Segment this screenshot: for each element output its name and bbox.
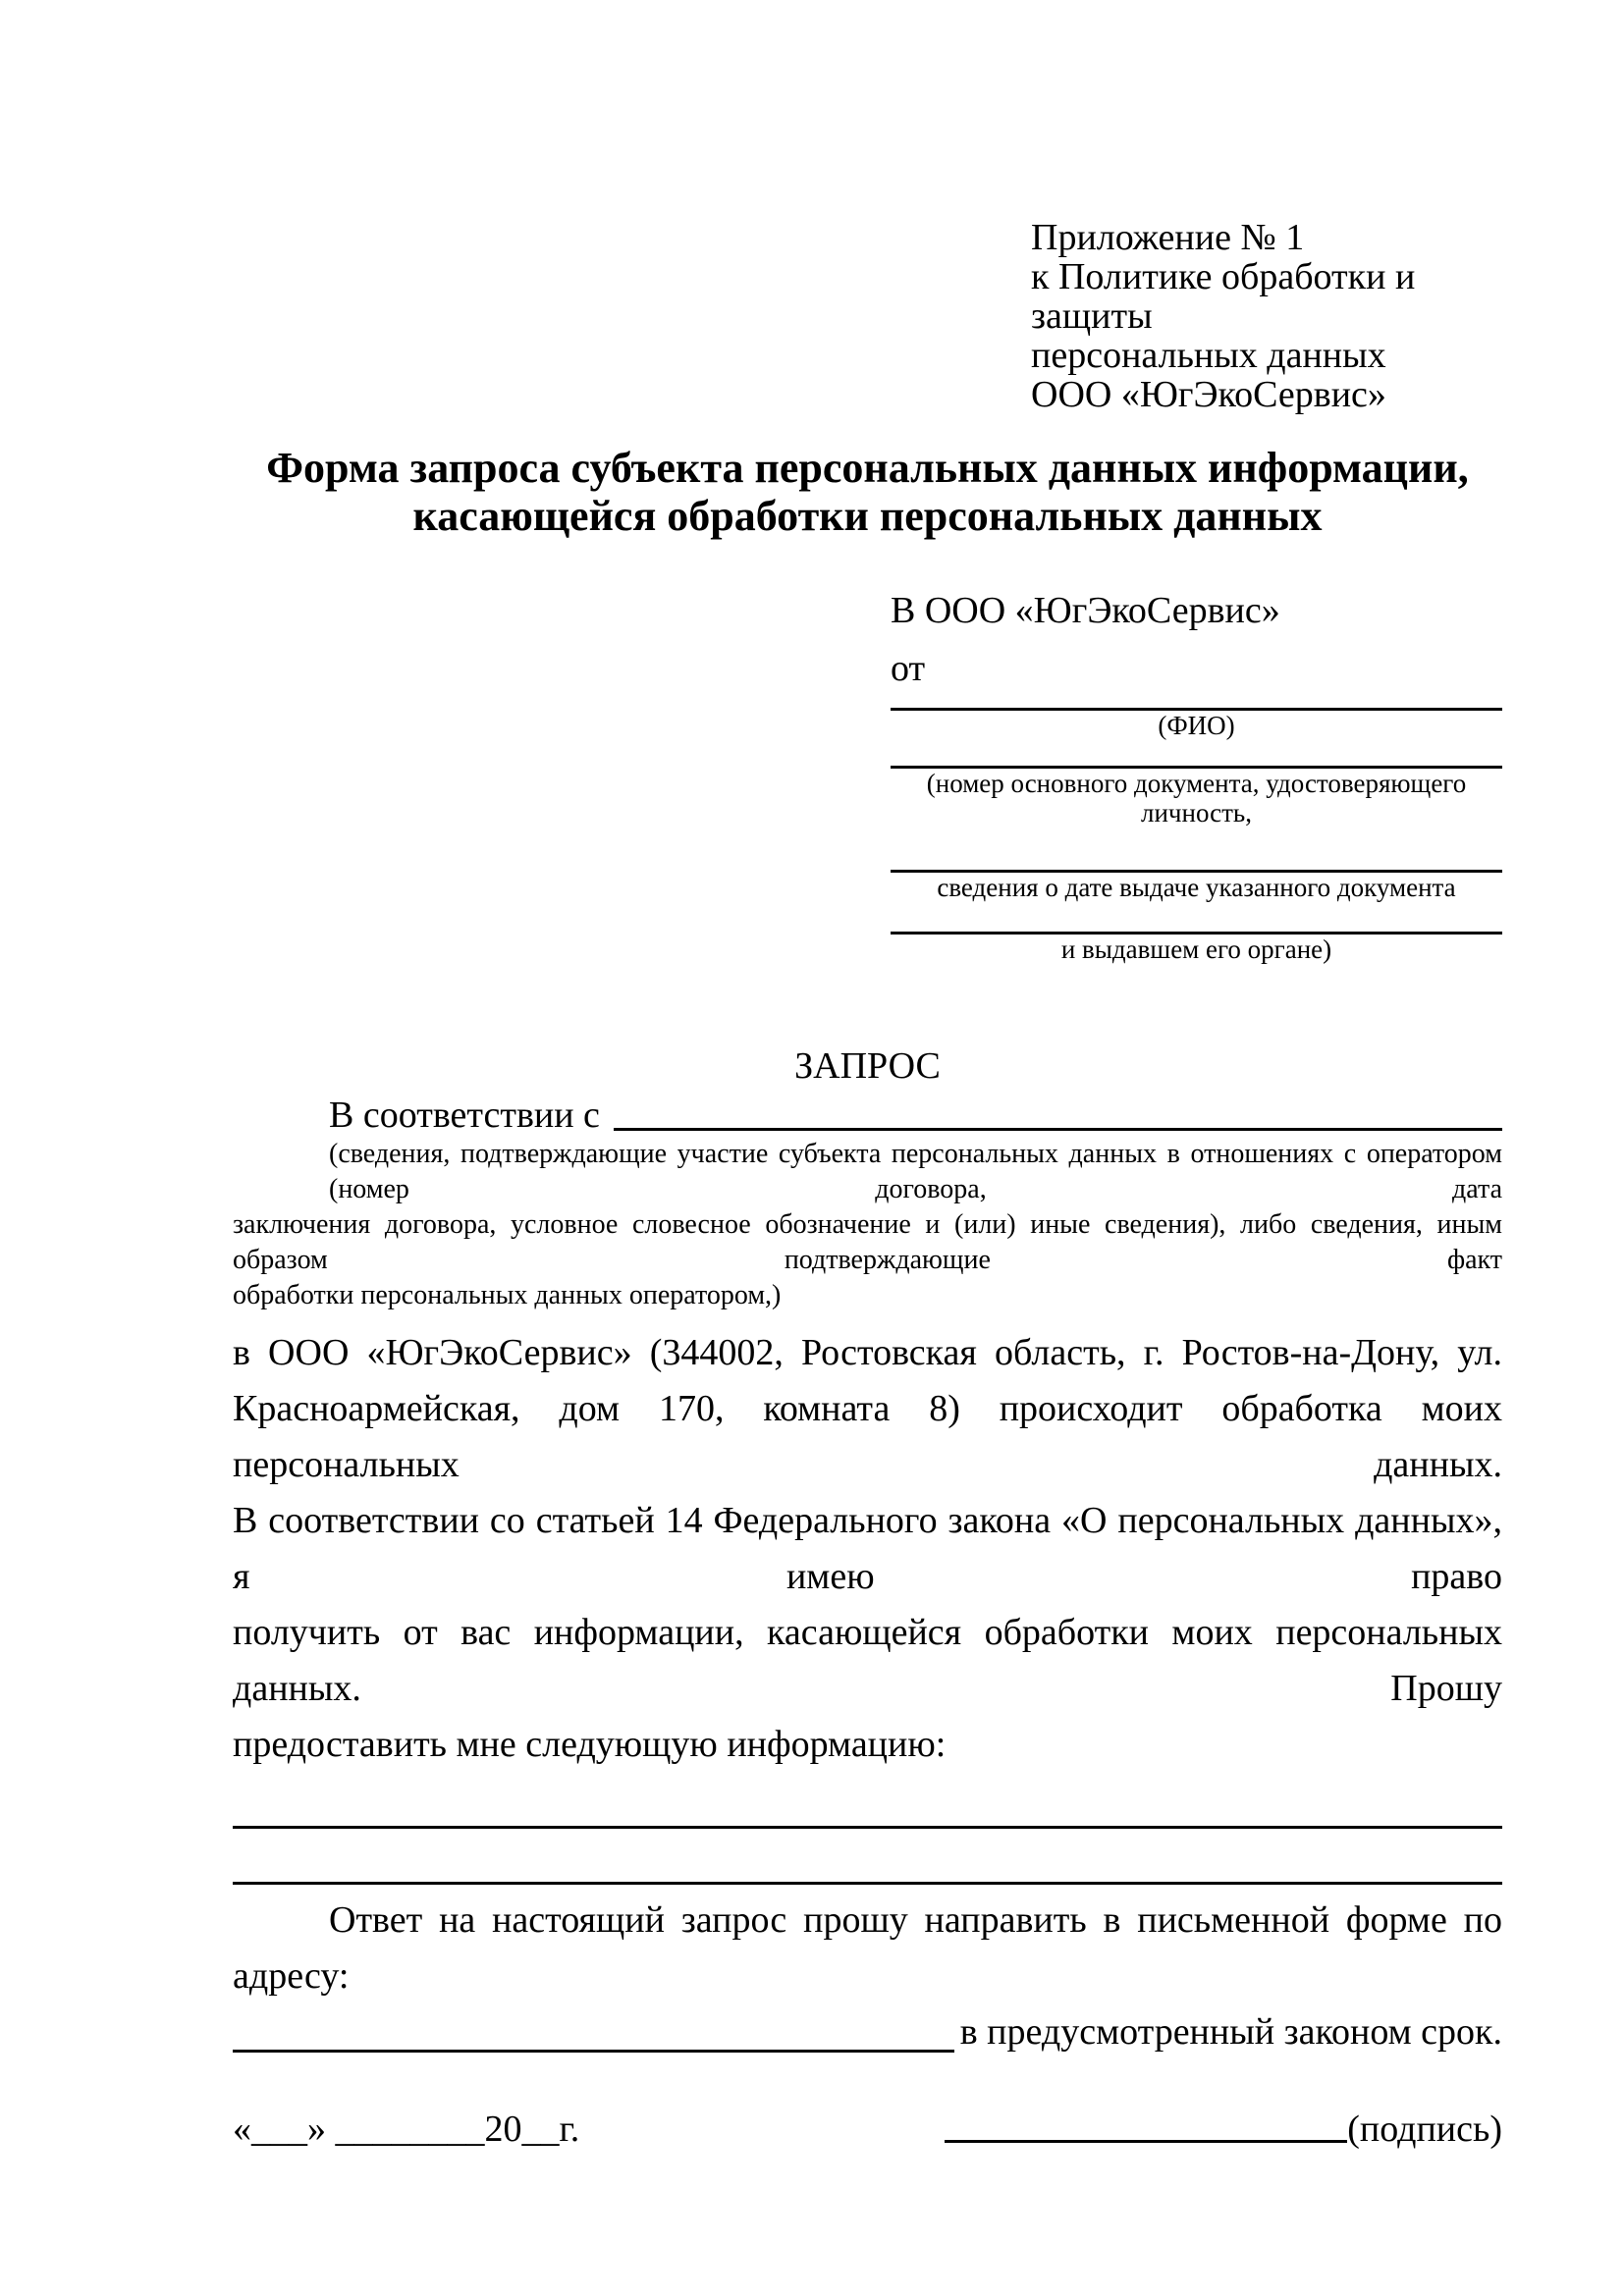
requested-info-field-line [233, 1773, 1502, 1829]
appendix-header-line: Приложение № 1 [1031, 217, 1305, 258]
document-title [233, 444, 1502, 540]
request-intro-text: В соответствии с [329, 1095, 600, 1136]
body-paragraph [233, 1325, 1502, 1773]
document-title-line: Форма запроса субъекта персональных данных информации, [266, 444, 1469, 492]
address-field-line [233, 2004, 954, 2053]
appendix-header-line: персональных данных [1031, 335, 1386, 376]
fio-field-line [891, 688, 1502, 711]
body-paragraph-line: получить от вас информации, касающейся обработки моих персональных данных. Прошу [233, 1612, 1502, 1709]
document-title-line: касающейся обработки персональных данных [412, 492, 1323, 540]
issuing-authority-field-label: и выдавшем его органе) [1060, 934, 1332, 964]
appendix-header [1031, 218, 1502, 414]
body-paragraph-line: предоставить мне следующую информацию: [233, 1724, 947, 1765]
addressee-to: В ООО «ЮгЭкоСервис» [891, 590, 1280, 631]
basis-footnote-line: (сведения, подтверждающие участие субъекта персональных данных в отношениях с оператором (номер договора, дата [329, 1139, 1502, 1204]
date-blank-text: «___» ________20__г. [233, 2109, 580, 2150]
basis-footnote [233, 1137, 1502, 1313]
addressee-from: от [891, 648, 926, 689]
signature-field-line [945, 2108, 1347, 2143]
document-number-field-label: (номер основного документа, удостоверяющего личность, [926, 769, 1467, 828]
document-number-field-line [891, 740, 1502, 769]
basis-footnote-line: обработки персональных данных оператором,) [233, 1280, 782, 1310]
fio-field-label: (ФИО) [1158, 711, 1235, 740]
reply-paragraph-line: Ответ на настоящий запрос прошу направить в письменной форме по адресу: [233, 1899, 1502, 1997]
issue-date-field-label: сведения о дате выдаче указанного документа [937, 873, 1456, 902]
issuing-authority-field-line [891, 902, 1502, 934]
reply-paragraph [233, 1893, 1502, 2060]
basis-field-line [614, 1094, 1502, 1131]
request-basis-row [233, 1094, 1502, 1137]
reply-address-row [233, 2004, 1502, 2060]
body-paragraph-line: Красноармейская, дом 170, комната 8) происходит обработка моих персональных данных. [233, 1388, 1502, 1485]
request-heading: ЗАПРОС [794, 1045, 941, 1087]
signature-area [945, 2108, 1502, 2151]
issue-date-field-line [891, 828, 1502, 873]
appendix-header-line: ООО «ЮгЭкоСервис» [1031, 374, 1386, 415]
basis-footnote-line: заключения договора, условное словесное обозначение и (или) иные сведения), либо сведения, иным образом подтверждающие факт [233, 1209, 1502, 1275]
requested-info-field-line [233, 1829, 1502, 1885]
addressee-block [891, 591, 1502, 964]
reply-suffix-text: в предусмотренный законом срок. [959, 2011, 1502, 2053]
signature-row [233, 2108, 1502, 2151]
body-paragraph-line: В соответствии со статьей 14 Федерального закона «О персональных данных», я имею право [233, 1500, 1502, 1597]
signature-label: (подпись) [1347, 2109, 1502, 2150]
appendix-header-line: к Политике обработки и защиты [1031, 256, 1416, 337]
body-paragraph-line: в ООО «ЮгЭкоСервис» (344002, Ростовская область, г. Ростов-на-Дону, ул. [233, 1332, 1502, 1373]
